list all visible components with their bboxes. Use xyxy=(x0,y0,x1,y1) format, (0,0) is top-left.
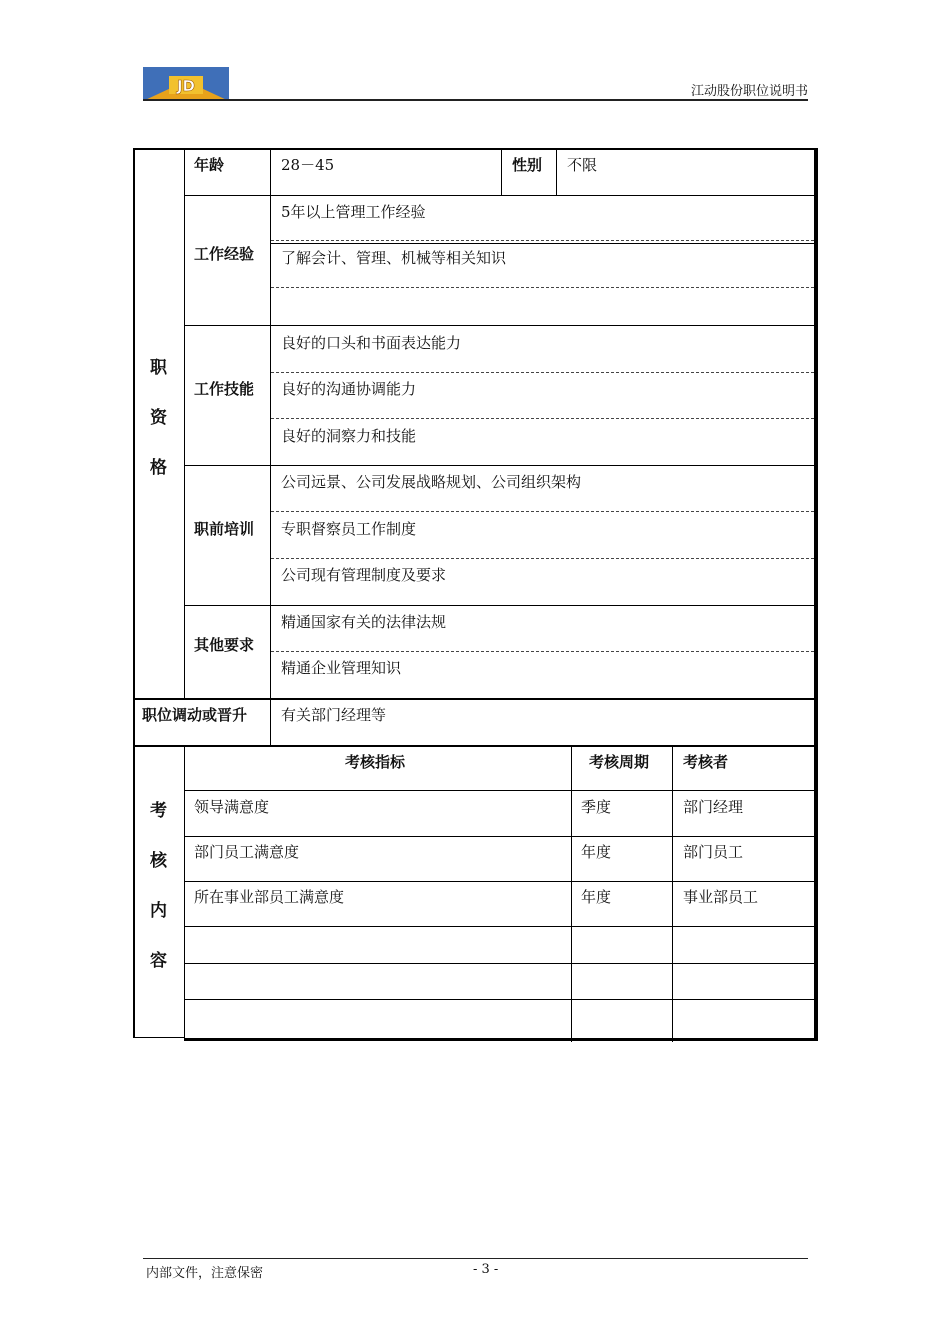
qualification-label-1: 职 xyxy=(150,358,167,378)
company-logo xyxy=(143,67,229,101)
skills-item: 良好的口头和书面表达能力 xyxy=(281,334,462,352)
assessor-cell: 部门员工 xyxy=(683,843,744,861)
training-item: 专职督察员工作制度 xyxy=(281,520,417,538)
gender-value: 不限 xyxy=(567,156,598,174)
col-indicator-header: 考核指标 xyxy=(345,753,406,771)
assessment-label-4: 容 xyxy=(150,951,167,971)
qualification-label-3: 格 xyxy=(150,458,167,478)
indicator-cell: 领导满意度 xyxy=(194,798,270,816)
training-label: 职前培训 xyxy=(194,520,255,538)
logo-text: JD xyxy=(176,77,196,95)
other-requirements-label: 其他要求 xyxy=(194,636,255,654)
document-title: 江动股份职位说明书 xyxy=(690,84,808,99)
header-rule xyxy=(143,99,808,101)
training-item: 公司远景、公司发展战略规划、公司组织架构 xyxy=(281,473,582,491)
period-cell: 季度 xyxy=(581,798,612,816)
skills-item: 良好的沟通协调能力 xyxy=(281,380,417,398)
footer-rule xyxy=(143,1258,808,1259)
assessment-label-3: 内 xyxy=(150,901,167,921)
assessor-cell: 部门经理 xyxy=(683,798,744,816)
skills-label: 工作技能 xyxy=(194,380,255,398)
confidential-notice: 内部文件，注意保密 xyxy=(146,1266,264,1281)
page-number: - 3 - xyxy=(473,1262,499,1277)
age-label: 年龄 xyxy=(194,156,225,174)
col-assessor-header: 考核者 xyxy=(683,753,729,771)
experience-item: 5年以上管理工作经验 xyxy=(281,203,426,221)
age-value: 28－45 xyxy=(281,156,335,174)
experience-label: 工作经验 xyxy=(194,245,255,263)
other-requirements-item: 精通国家有关的法律法规 xyxy=(281,613,447,631)
transfer-label: 职位调动或晋升 xyxy=(142,706,248,724)
indicator-cell: 所在事业部员工满意度 xyxy=(194,888,345,906)
period-cell: 年度 xyxy=(581,843,612,861)
skills-item: 良好的洞察力和技能 xyxy=(281,427,417,445)
assessment-label-1: 考 xyxy=(150,801,167,821)
other-requirements-item: 精通企业管理知识 xyxy=(281,659,402,677)
qualification-label-2: 资 xyxy=(150,408,167,428)
assessment-label-2: 核 xyxy=(150,851,167,871)
assessor-cell: 事业部员工 xyxy=(683,888,759,906)
period-cell: 年度 xyxy=(581,888,612,906)
indicator-cell: 部门员工满意度 xyxy=(194,843,300,861)
col-period-header: 考核周期 xyxy=(589,753,650,771)
experience-item: 了解会计、管理、机械等相关知识 xyxy=(281,249,507,267)
training-item: 公司现有管理制度及要求 xyxy=(281,566,447,584)
transfer-value: 有关部门经理等 xyxy=(281,706,387,724)
gender-label: 性别 xyxy=(512,156,543,174)
